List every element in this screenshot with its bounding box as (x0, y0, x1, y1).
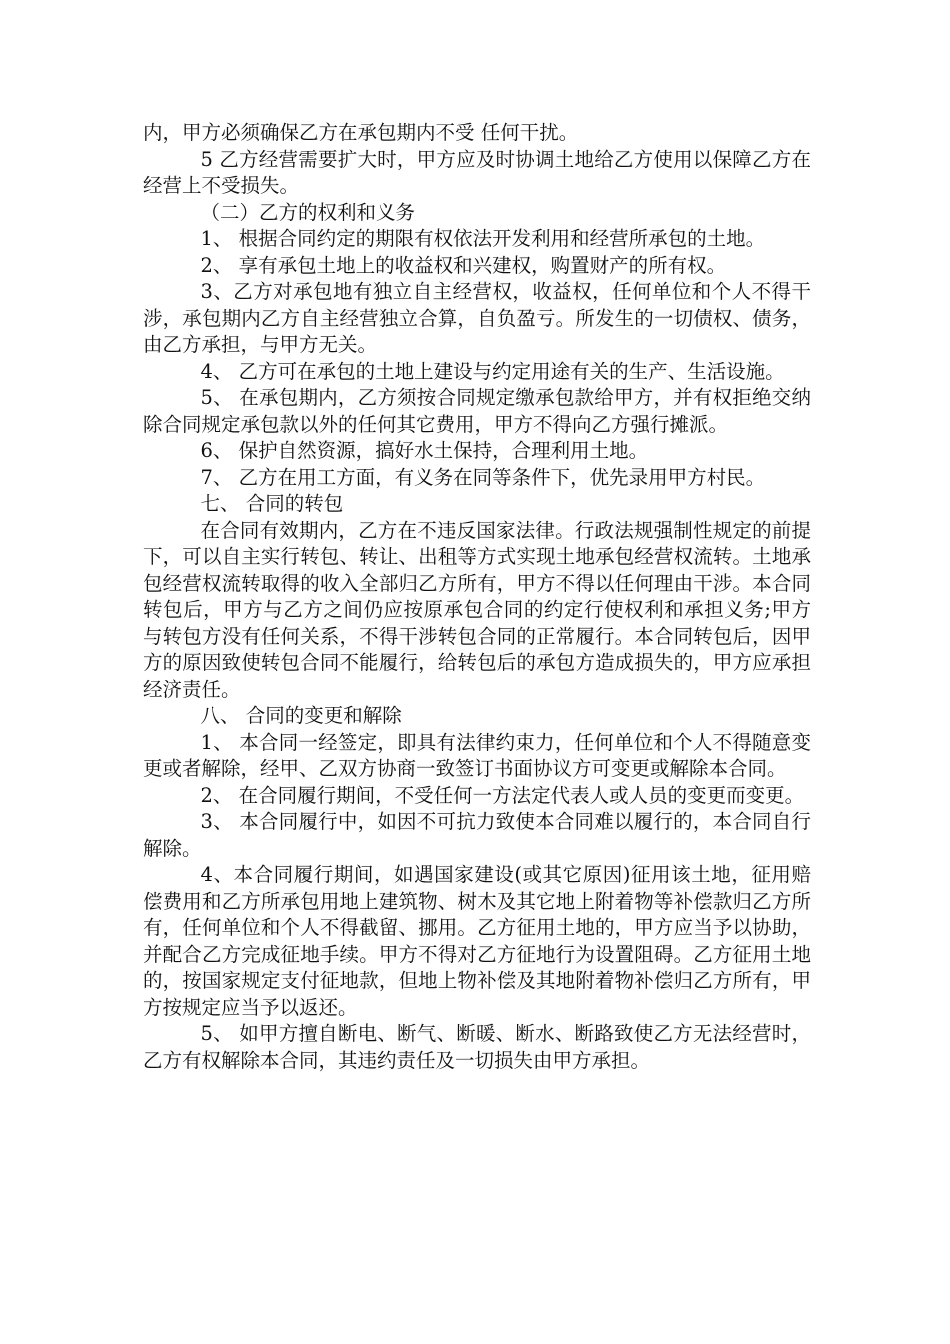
paragraph-termination-clause-2: 2、 在合同履行期间，不受任何一方法定代表人或人员的变更而变更。 (200, 783, 805, 807)
paragraph-continuation: 内，甲方必须确保乙方在承包期内不受 任何干扰。 (143, 121, 579, 144)
paragraph-termination-clause-3: 3、 本合同履行中，如因不可抗力致使本合同难以履行的，本合同自行解除。 (143, 810, 811, 860)
paragraph-clause-5-expansion: 5 乙方经营需要扩大时，甲方应及时协调土地给乙方使用以保障乙方在经营上不受损失。 (143, 147, 811, 197)
paragraph-clause-3-independent-operation: 3、乙方对承包地有独立自主经营权，收益权，任何单位和个人不得干涉，承包期内乙方自主经营独立合算，自负盈亏。所发生的一切债权、债务，由乙方承担，与甲方无关。 (143, 280, 811, 356)
document-body (143, 120, 811, 1074)
paragraph-termination-clause-5: 5、 如甲方擅自断电、断气、断暖、断水、断路致使乙方无法经营时，乙方有权解除本合同，其违约责任及一切损失由甲方承担。 (143, 1022, 811, 1072)
paragraph-clause-7-employment: 7、 乙方在用工方面，有义务在同等条件下，优先录用甲方村民。 (200, 465, 766, 489)
paragraph-clause-2-income-rights: 2、 享有承包土地上的收益权和兴建权，购置财产的所有权。 (200, 253, 727, 277)
paragraph-clause-5-payment: 5、 在承包期内，乙方须按合同规定缴承包款给甲方，并有权拒绝交纳除合同规定承包款以外的任何其它费用，甲方不得向乙方强行摊派。 (143, 386, 811, 436)
section-heading-party-b-rights: （二）乙方的权利和义务 (200, 200, 416, 224)
paragraph-subcontract-body: 在合同有效期内，乙方在不违反国家法律。行政法规强制性规定的前提下，可以自主实行转包、转让、出租等方式实现土地承包经营权流转。土地承包经营权流转取得的收入全部归乙方所有，甲方不得以任何理由干涉。本合同转包后，甲方与乙方之间仍应按原承包合同的约定行使权利和承担义务;甲方与转包方没有任何关系，不得干涉转包合同的正常履行。本合同转包后，因甲方的原因致使转包合同不能履行，给转包后的承包方造成损失的，甲方应承担经济责任。 (143, 518, 811, 701)
section-heading-subcontract: 七、 合同的转包 (200, 492, 344, 515)
paragraph-clause-1-development: 1、 根据合同约定的期限有权依法开发利用和经营所承包的土地。 (200, 227, 766, 250)
paragraph-clause-6-resources: 6、 保护自然资源，搞好水土保持，合理利用土地。 (200, 439, 649, 462)
paragraph-termination-clause-1: 1、 本合同一经签定，即具有法律约束力，任何单位和个人不得随意变更或者解除，经甲、乙双方协商一致签订书面协议方可变更或解除本合同。 (143, 730, 811, 780)
section-heading-change-termination: 八、 合同的变更和解除 (200, 704, 402, 727)
paragraph-termination-clause-4: 4、本合同履行期间，如遇国家建设(或其它原因)征用该土地，征用赔偿费用和乙方所承包用地上建筑物、树木及其它地上附着物等补偿款归乙方所有，任何单位和个人不得截留、挪用。乙方征用土地的，甲方应当予以协助，并配合乙方完成征地手续。甲方不得对乙方征地行为设置阻碍。乙方征用土地的，按国家规定支付征地款，但地上物补偿及其地附着物补偿归乙方所有，甲方按规定应当予以返还。 (143, 863, 811, 1019)
paragraph-clause-4-facilities: 4、 乙方可在承包的土地上建设与约定用途有关的生产、生活设施。 (200, 359, 785, 383)
